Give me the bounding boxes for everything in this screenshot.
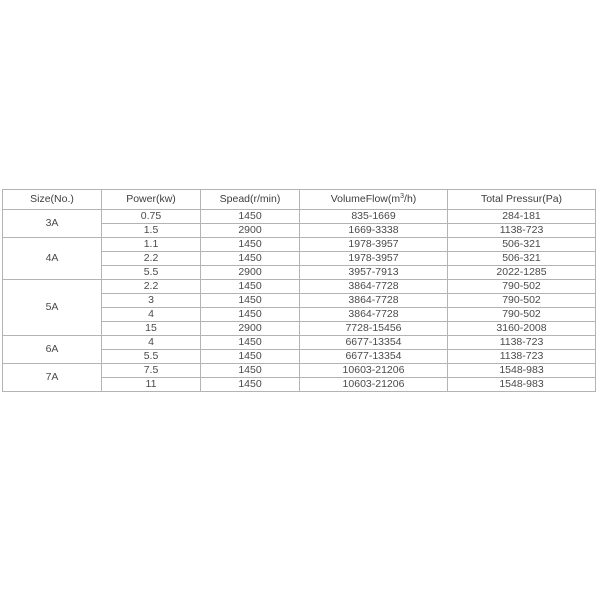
speed-cell: 1450	[201, 238, 300, 252]
header-volume-flow-sup: 3	[400, 193, 405, 200]
power-cell: 1.5	[102, 224, 201, 238]
speed-cell: 1450	[201, 364, 300, 378]
speed-cell: 2900	[201, 224, 300, 238]
flow-cell: 6677-13354	[300, 350, 448, 364]
speed-cell: 2900	[201, 266, 300, 280]
size-cell: 3A	[3, 210, 102, 238]
power-cell: 5.5	[102, 350, 201, 364]
size-cell: 6A	[3, 336, 102, 364]
pressure-cell: 2022-1285	[448, 266, 596, 280]
flow-cell: 1978-3957	[300, 252, 448, 266]
flow-cell: 3957-7913	[300, 266, 448, 280]
pressure-cell: 506-321	[448, 238, 596, 252]
pressure-cell: 284-181	[448, 210, 596, 224]
power-cell: 0.75	[102, 210, 201, 224]
pressure-cell: 790-502	[448, 280, 596, 294]
flow-cell: 3864-7728	[300, 280, 448, 294]
power-cell: 5.5	[102, 266, 201, 280]
power-cell: 2.2	[102, 252, 201, 266]
header-row	[3, 190, 596, 210]
table-row	[3, 238, 596, 252]
pressure-cell: 1548-983	[448, 364, 596, 378]
speed-cell: 1450	[201, 210, 300, 224]
size-cell: 4A	[3, 238, 102, 280]
flow-cell: 3864-7728	[300, 308, 448, 322]
flow-cell: 1978-3957	[300, 238, 448, 252]
pressure-cell: 1138-723	[448, 336, 596, 350]
speed-cell: 1450	[201, 378, 300, 392]
power-cell: 15	[102, 322, 201, 336]
pressure-cell: 1138-723	[448, 350, 596, 364]
flow-cell: 7728-15456	[300, 322, 448, 336]
speed-cell: 1450	[201, 252, 300, 266]
power-cell: 4	[102, 308, 201, 322]
size-cell: 5A	[3, 280, 102, 336]
power-cell: 3	[102, 294, 201, 308]
table-row	[3, 280, 596, 294]
pressure-cell: 1548-983	[448, 378, 596, 392]
flow-cell: 10603-21206	[300, 364, 448, 378]
power-cell: 2.2	[102, 280, 201, 294]
speed-cell: 1450	[201, 350, 300, 364]
header-volume-flow-prefix: VolumeFlow(m	[330, 193, 401, 205]
power-cell: 11	[102, 378, 201, 392]
flow-cell: 3864-7728	[300, 294, 448, 308]
pressure-cell: 790-502	[448, 294, 596, 308]
flow-cell: 6677-13354	[300, 336, 448, 350]
spec-table-container	[2, 189, 595, 392]
speed-cell: 1450	[201, 308, 300, 322]
flow-cell: 10603-21206	[300, 378, 448, 392]
header-total-pressure: Total Pressur(Pa)	[448, 190, 596, 210]
header-size: Size(No.)	[3, 190, 102, 210]
header-volume-flow-suffix: /h)	[404, 193, 417, 205]
pressure-cell: 1138-723	[448, 224, 596, 238]
table-body	[3, 210, 596, 392]
power-cell: 1.1	[102, 238, 201, 252]
power-cell: 7.5	[102, 364, 201, 378]
power-cell: 4	[102, 336, 201, 350]
header-speed: Spead(r/min)	[201, 190, 300, 210]
header-volume-flow	[300, 190, 448, 210]
size-cell: 7A	[3, 364, 102, 392]
header-power: Power(kw)	[102, 190, 201, 210]
flow-cell: 1669-3338	[300, 224, 448, 238]
table-row	[3, 210, 596, 224]
pressure-cell: 790-502	[448, 308, 596, 322]
speed-cell: 1450	[201, 294, 300, 308]
table-row	[3, 336, 596, 350]
fan-spec-table	[2, 189, 596, 392]
table-header	[3, 190, 596, 210]
pressure-cell: 506-321	[448, 252, 596, 266]
speed-cell: 1450	[201, 280, 300, 294]
speed-cell: 1450	[201, 336, 300, 350]
flow-cell: 835-1669	[300, 210, 448, 224]
speed-cell: 2900	[201, 322, 300, 336]
table-row	[3, 364, 596, 378]
pressure-cell: 3160-2008	[448, 322, 596, 336]
